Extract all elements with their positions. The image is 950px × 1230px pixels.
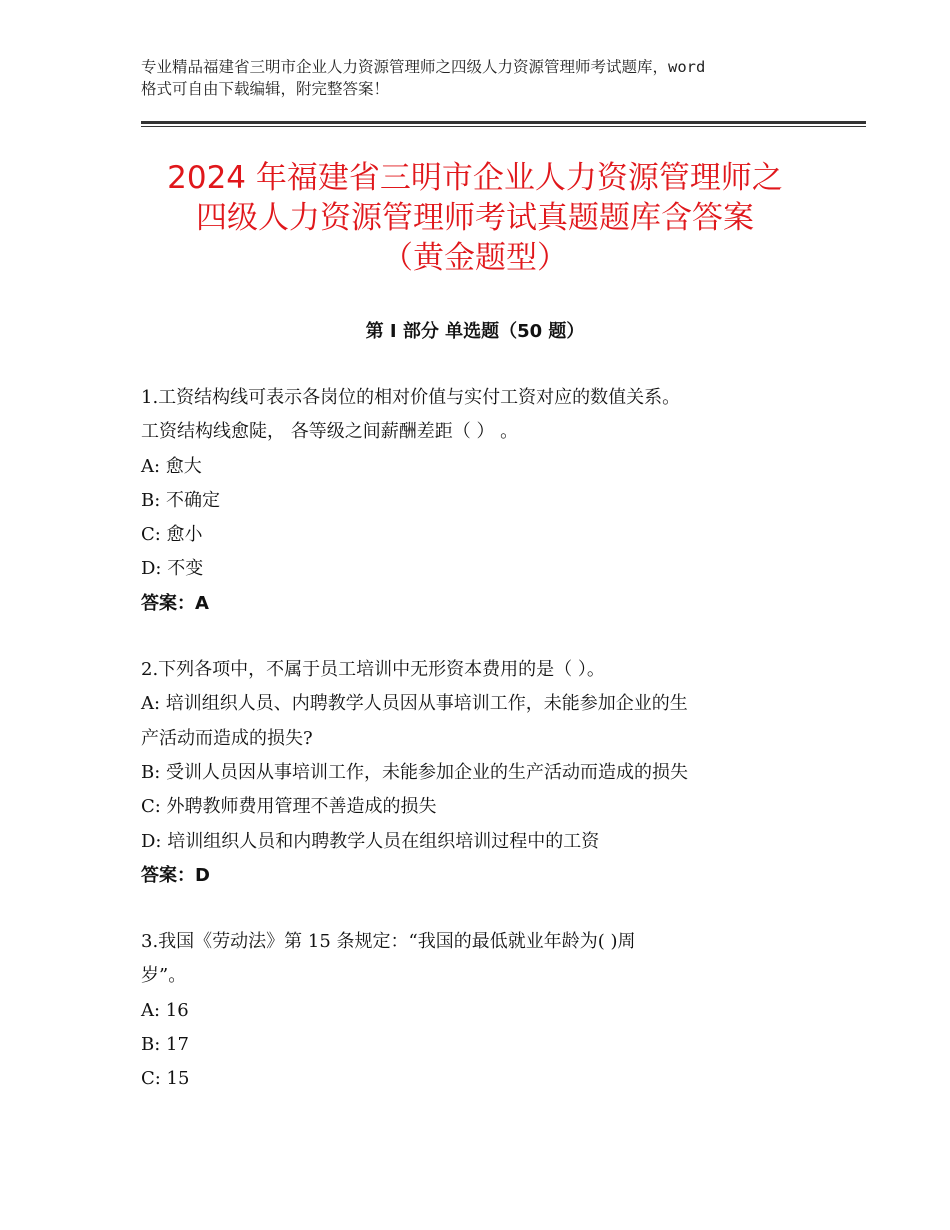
option-a: A: 16 — [141, 999, 189, 1021]
option-a: A: 愈大 — [141, 455, 202, 477]
document-title — [120, 158, 830, 278]
option-c: C: 愈小 — [141, 524, 203, 546]
option-a: A: 培训组织人员、内聘教学人员因从事培训工作，未能参加企业的生 — [141, 693, 688, 715]
option-b: B: 17 — [141, 1034, 189, 1056]
section-heading: 第 I 部分 单选题（50 题） — [365, 321, 585, 342]
title-line-3: （黄金题型） — [382, 240, 568, 276]
option-b: B: 受训人员因从事培训工作，未能参加企业的生产活动而造成的损失 — [141, 761, 689, 783]
answer: 答案：D — [141, 864, 210, 886]
option-c: C: 15 — [141, 1068, 190, 1090]
question-stem: 3.我国《劳动法》第 15 条规定：“我国的最低就业年龄为( )周 — [141, 931, 636, 953]
header-divider-thick — [141, 121, 866, 124]
question-stem: 1.工资结构线可表示各岗位的相对价值与实付工资对应的数值关系。 — [141, 387, 681, 408]
option-d: D: 不变 — [141, 558, 204, 580]
option-c: C: 外聘教师费用管理不善造成的损失 — [141, 796, 437, 818]
header-note-line-2: 格式可自由下载编辑，附完整答案！ — [141, 80, 390, 98]
question-stem: 工资结构线愈陡， 各等级之间薪酬差距（ ） 。 — [141, 421, 519, 443]
question-2 — [141, 653, 821, 893]
title-line-1: 2024 年福建省三明市企业人力资源管理师之 — [167, 160, 783, 196]
header-divider-thin — [141, 126, 866, 127]
question-stem: 岁”。 — [141, 965, 187, 987]
question-3 — [141, 925, 821, 1096]
option-b: B: 不确定 — [141, 489, 221, 511]
answer: 答案：A — [141, 592, 209, 614]
option-d: D: 培训组织人员和内聘教学人员在组织培训过程中的工资 — [141, 830, 600, 852]
question-list — [141, 381, 821, 1129]
header-note-line-1: 专业精品福建省三明市企业人力资源管理师之四级人力资源管理师考试题库，word — [141, 58, 706, 76]
question-stem: 2.下列各项中，不属于员工培训中无形资本费用的是（ ）。 — [141, 659, 605, 681]
option-a-continued: 产活动而造成的损失? — [141, 727, 313, 749]
header-note — [141, 56, 821, 100]
title-line-2: 四级人力资源管理师考试真题题库含答案 — [196, 200, 754, 236]
question-1 — [141, 381, 821, 621]
